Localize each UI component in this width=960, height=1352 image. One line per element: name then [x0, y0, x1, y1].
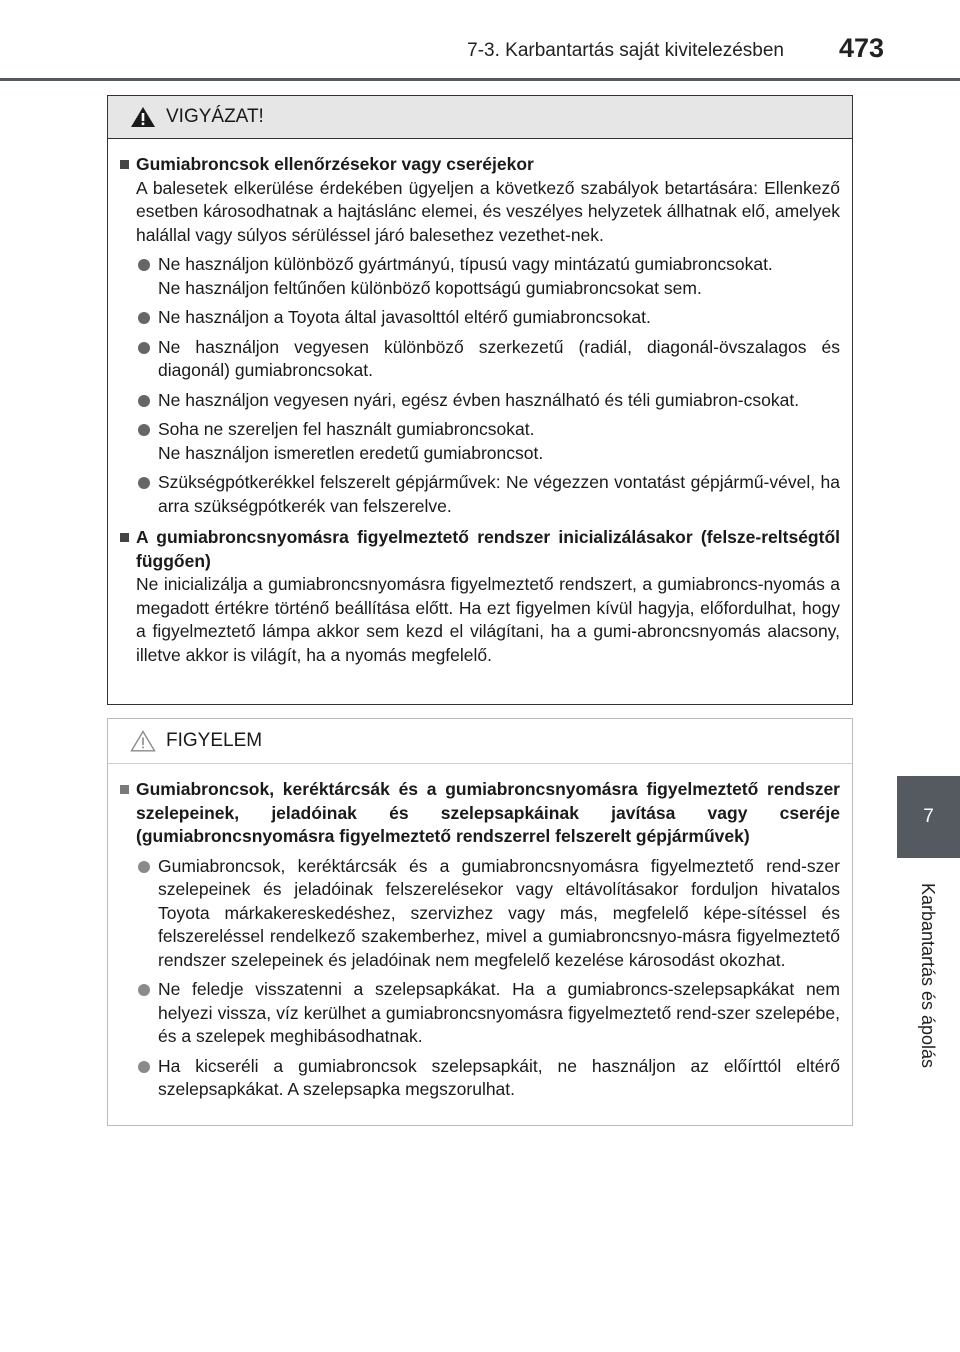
circle-bullet-icon — [138, 312, 150, 324]
warning-section — [120, 526, 840, 667]
list-item: Ne használjon a Toyota által javasolttól eltérő gumiabroncsokat. — [120, 306, 840, 330]
circle-bullet-icon — [138, 395, 150, 407]
warning-box — [107, 95, 853, 705]
warning-title: VIGYÁZAT! — [166, 106, 264, 127]
square-bullet-icon — [120, 160, 129, 169]
list-item: Ha kicseréli a gumiabroncsok szelepsapkáit, ne használjon az előírttól eltérő szelepsapkákat. A szelepsapka megszorulhat. — [120, 1055, 840, 1102]
notice-box-body — [108, 764, 852, 1102]
chapter-label — [878, 870, 960, 1080]
section-heading: A gumiabroncsnyomásra figyelmeztető rendszer inicializálásakor (felsze-reltségtől függően) — [120, 526, 840, 573]
page-number: 473 — [838, 33, 884, 63]
chapter-number: 7 — [923, 806, 934, 827]
circle-bullet-icon — [138, 259, 150, 271]
chapter-label-text: Karbantartás és ápolás — [918, 882, 939, 1068]
circle-bullet-icon — [138, 342, 150, 354]
list-item: Ne használjon vegyesen nyári, egész évben használható és téli gumiabron-csokat. — [120, 389, 840, 413]
circle-bullet-icon — [138, 1061, 150, 1073]
list-item: Gumiabroncsok, keréktárcsák és a gumiabroncsnyomásra figyelmeztető rend-szer szelepeinek és jeladóinak felszerelésekor vagy eltávolításakor forduljon hivatalos Toyota márkakereskedéshez, szervizhez vagy más, megfelelő képe-sítéssel és felszereléssel rendelkező szakemberhez, mivel a gumiabroncsnyo-másra figyelmeztető rendszer szelepeinek és jeladóinak nem megfelelő kezelése károsodást okozhat. — [120, 855, 840, 973]
list-item: Ne feledje visszatenni a szelepsapkákat. Ha a gumiabroncs-szelepsapkákat nem helyezi vissza, víz kerülhet a gumiabroncsnyomásra figyelmeztető rend-szer szelepébe, és a szelepek meghibásodhatnak. — [120, 978, 840, 1049]
notice-title: FIGYELEM — [166, 730, 263, 751]
section-heading: Gumiabroncsok ellenőrzésekor vagy cseréjekor — [120, 153, 840, 177]
header-rule — [0, 78, 960, 81]
warning-box-body — [108, 139, 852, 667]
warning-section — [120, 153, 840, 518]
circle-bullet-icon — [138, 424, 150, 436]
circle-bullet-icon — [138, 477, 150, 489]
caution-triangle-icon — [130, 730, 156, 752]
warning-triangle-icon — [130, 106, 156, 128]
running-header: 7-3. Karbantartás saját kivitelezésben — [467, 40, 784, 61]
list-item: Soha ne szereljen fel használt gumiabroncsokat. Ne használjon ismeretlen eredetű gumiabroncsot. — [120, 418, 840, 465]
notice-box — [107, 718, 853, 1126]
square-bullet-icon — [120, 785, 129, 794]
list-item: Ne használjon különböző gyártmányú, típusú vagy mintázatú gumiabroncsokat. Ne használjon feltűnően különböző kopottságú gumiabroncsokat sem. — [120, 253, 840, 300]
chapter-tab — [897, 776, 960, 858]
circle-bullet-icon — [138, 861, 150, 873]
section-paragraph: Ne inicializálja a gumiabroncsnyomásra figyelmeztető rendszert, a gumiabroncs-nyomás a megadott értékre történő beállítása előtt. Ha ezt figyelmen kívül hagyja, előfordulhat, hogy a figyelmeztető lámpa akkor sem kezd el világítani, ha a gumi-abroncsnyomás alacsony, illetve akkor is világít, ha a nyomás megfelelő. — [136, 574, 840, 665]
list-item: Ne használjon vegyesen különböző szerkezetű (radiál, diagonál-övszalagos és diagonál) gumiabroncsokat. — [120, 336, 840, 383]
list-item: Szükségpótkerékkel felszerelt gépjárművek: Ne végezzen vontatást gépjármű-vével, ha arra szükségpótkerék van felszerelve. — [120, 471, 840, 518]
section-heading: Gumiabroncsok, keréktárcsák és a gumiabroncsnyomásra figyelmeztető rendszer szelepeinek, jeladóinak és szelepsapkáinak javítása vagy cseréje (gumiabroncsnyomásra figyelmeztető rendszerrel felszerelt gépjárművek) — [120, 778, 840, 849]
section-paragraph: A balesetek elkerülése érdekében ügyeljen a következő szabályok betartására: Ellenkező esetben károsodhatnak a hajtáslánc elemei, és veszélyes helyzetek állhatnak elő, amelyek halállal vagy súlyos sérüléssel járó balesethez vezethet-nek. — [136, 177, 840, 245]
warning-box-header — [108, 96, 852, 139]
notice-section — [120, 778, 840, 1102]
notice-box-header — [108, 719, 852, 764]
circle-bullet-icon — [138, 984, 150, 996]
square-bullet-icon — [120, 533, 129, 542]
